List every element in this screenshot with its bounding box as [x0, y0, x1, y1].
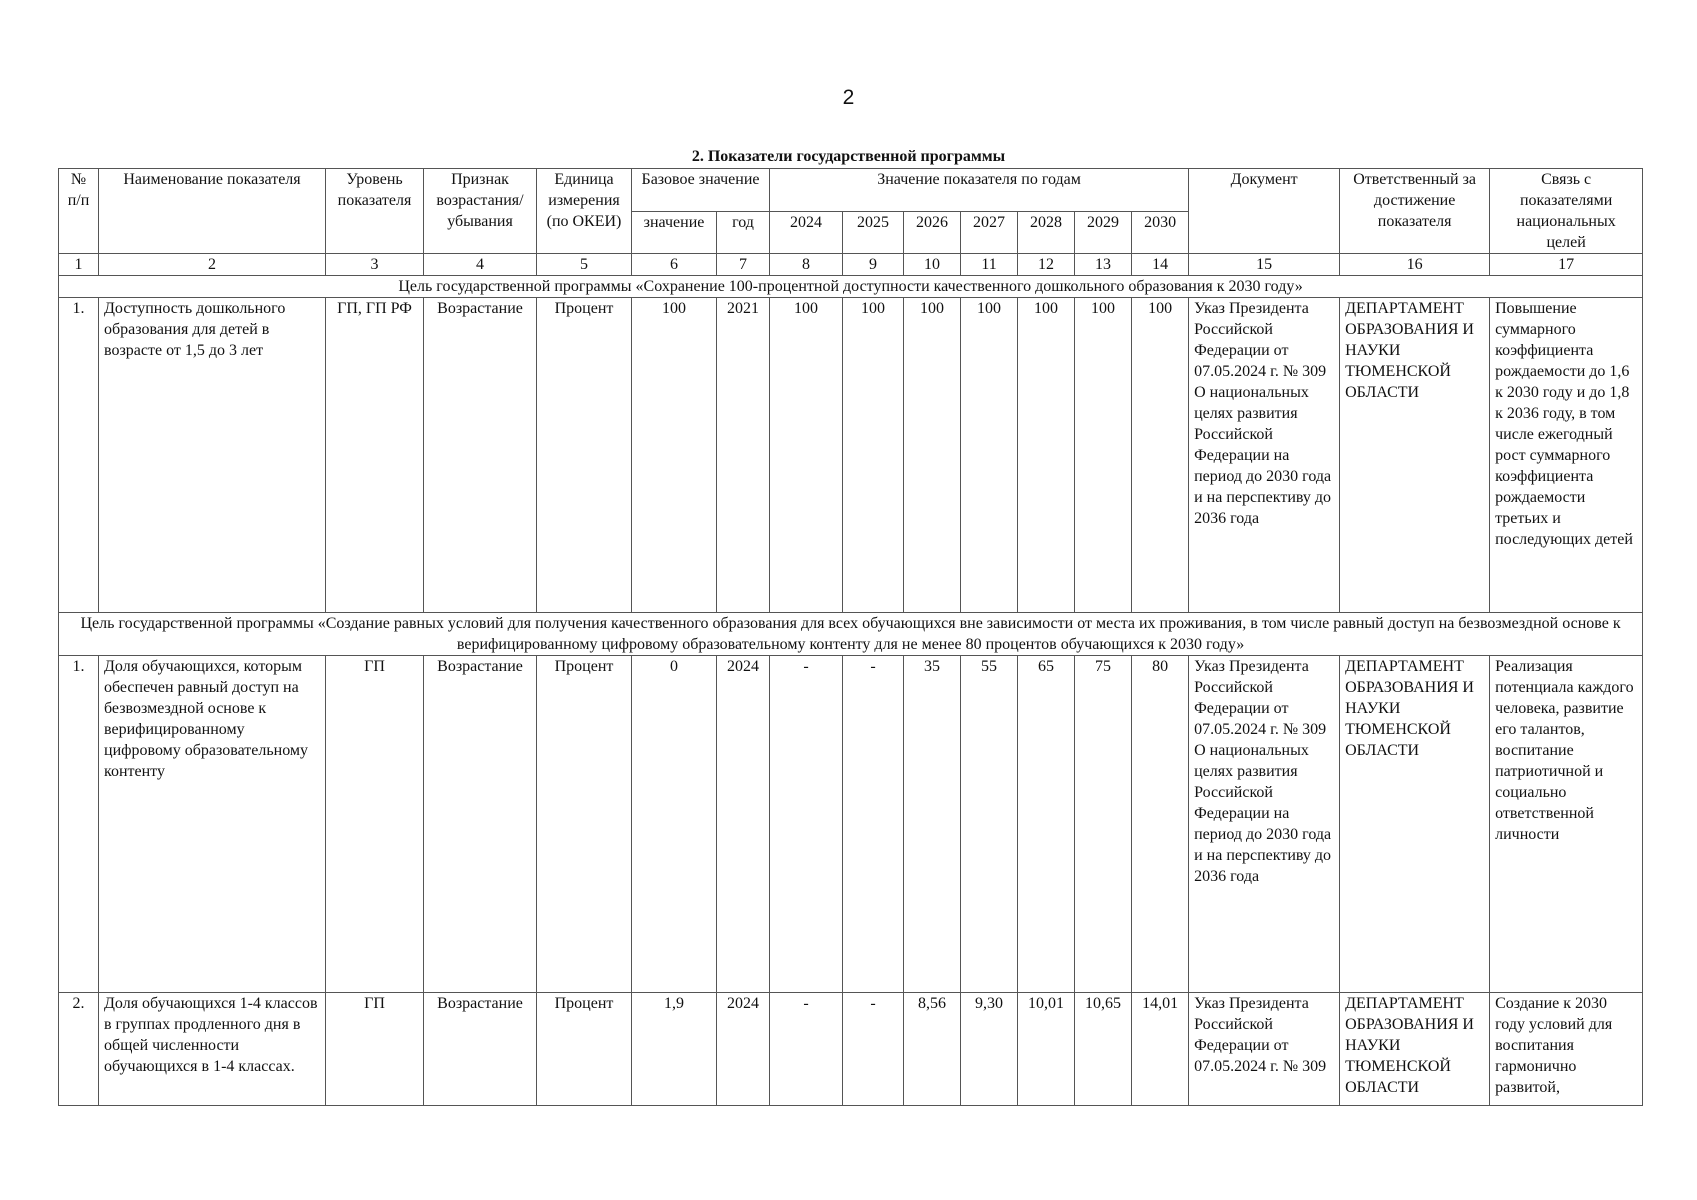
- indicator-level: ГП: [326, 656, 424, 993]
- indicator-name: Доля обучающихся, которым обеспечен равный доступ на безвозмездной основе к верифицированному цифровому образовательному контенту: [99, 656, 326, 993]
- base-value: 0: [632, 656, 717, 993]
- indicator-trend: Возрастание: [424, 298, 537, 613]
- indicator-unit: Процент: [537, 298, 632, 613]
- table-row: [59, 298, 1643, 613]
- base-year: 2021: [717, 298, 770, 613]
- header-year-2025: 2025: [843, 211, 904, 254]
- value-2028: 10,01: [1018, 993, 1075, 1106]
- indicator-name: Доля обучающихся 1-4 классов в группах продленного дня в общей численности обучающихся в 1-4 классах.: [99, 993, 326, 1106]
- column-number: 15: [1189, 254, 1340, 276]
- document: Указ Президента Российской Федерации от 07.05.2024 г. № 309 О национальных целях развития Российской Федерации на период до 2030 года и на перспективу до 2036 года: [1189, 298, 1340, 613]
- value-2025: -: [843, 656, 904, 993]
- column-number: 2: [99, 254, 326, 276]
- indicators-table: [58, 168, 1643, 1106]
- header-row: [59, 169, 1643, 212]
- goal-row: [59, 276, 1643, 298]
- goal-2-text: Цель государственной программы «Создание равных условий для получения качественного образования для всех обучающихся вне зависимости от места их проживания, в том числе равный доступ на безвозмездной основе к верифицированному цифровому образовательному контенту для не менее 80 процентов обучающихся к 2030 году»: [59, 613, 1643, 656]
- row-num: 1.: [59, 298, 99, 613]
- value-2029: 10,65: [1075, 993, 1132, 1106]
- goal-row: [59, 613, 1643, 656]
- column-number: 1: [59, 254, 99, 276]
- column-number: 10: [904, 254, 961, 276]
- header-base: Базовое значение: [632, 169, 770, 212]
- header-unit: Единица измерения (по ОКЕИ): [537, 169, 632, 254]
- column-number: 14: [1132, 254, 1189, 276]
- header-level: Уровень показателя: [326, 169, 424, 254]
- column-number: 11: [961, 254, 1018, 276]
- header-year-2028: 2028: [1018, 211, 1075, 254]
- goal-1-text: Цель государственной программы «Сохранение 100-процентной доступности качественного дошкольного образования к 2030 году»: [59, 276, 1643, 298]
- header-year-2027: 2027: [961, 211, 1018, 254]
- indicator-unit: Процент: [537, 656, 632, 993]
- header-trend: Признак возрастания/ убывания: [424, 169, 537, 254]
- header-year-2029: 2029: [1075, 211, 1132, 254]
- value-2025: 100: [843, 298, 904, 613]
- column-number: 8: [770, 254, 843, 276]
- column-number: 3: [326, 254, 424, 276]
- column-number-row: [59, 254, 1643, 276]
- value-2025: -: [843, 993, 904, 1106]
- base-year: 2024: [717, 993, 770, 1106]
- base-value: 1,9: [632, 993, 717, 1106]
- header-responsible: Ответственный за достижение показателя: [1340, 169, 1490, 254]
- header-year-2030: 2030: [1132, 211, 1189, 254]
- indicator-name: Доступность дошкольного образования для детей в возрасте от 1,5 до 3 лет: [99, 298, 326, 613]
- value-2027: 55: [961, 656, 1018, 993]
- value-2029: 100: [1075, 298, 1132, 613]
- value-2024: 100: [770, 298, 843, 613]
- base-value: 100: [632, 298, 717, 613]
- responsible: ДЕПАРТАМЕНТ ОБРАЗОВАНИЯ И НАУКИ ТЮМЕНСКОЙ ОБЛАСТИ: [1340, 298, 1490, 613]
- value-2024: -: [770, 993, 843, 1106]
- header-document: Документ: [1189, 169, 1340, 254]
- value-2026: 8,56: [904, 993, 961, 1106]
- row-num: 2.: [59, 993, 99, 1106]
- value-2029: 75: [1075, 656, 1132, 993]
- indicator-level: ГП, ГП РФ: [326, 298, 424, 613]
- table-row: [59, 656, 1643, 993]
- column-number: 13: [1075, 254, 1132, 276]
- base-year: 2024: [717, 656, 770, 993]
- header-name: Наименование показателя: [99, 169, 326, 254]
- national-goal-link: Реализация потенциала каждого человека, развитие его талантов, воспитание патриотичной и социально ответственной личности: [1490, 656, 1643, 993]
- value-2027: 9,30: [961, 993, 1018, 1106]
- header-base-value: значение: [632, 211, 717, 254]
- value-2026: 100: [904, 298, 961, 613]
- responsible: ДЕПАРТАМЕНТ ОБРАЗОВАНИЯ И НАУКИ ТЮМЕНСКОЙ ОБЛАСТИ: [1340, 656, 1490, 993]
- column-number: 7: [717, 254, 770, 276]
- header-by-years: Значение показателя по годам: [770, 169, 1189, 212]
- value-2030: 14,01: [1132, 993, 1189, 1106]
- header-base-year: год: [717, 211, 770, 254]
- document: Указ Президента Российской Федерации от 07.05.2024 г. № 309: [1189, 993, 1340, 1106]
- column-number: 16: [1340, 254, 1490, 276]
- indicator-trend: Возрастание: [424, 993, 537, 1106]
- header-link: Связь с показателями национальных целей: [1490, 169, 1643, 254]
- indicator-level: ГП: [326, 993, 424, 1106]
- header-year-2024: 2024: [770, 211, 843, 254]
- column-number: 12: [1018, 254, 1075, 276]
- national-goal-link: Создание к 2030 году условий для воспитания гармонично развитой,: [1490, 993, 1643, 1106]
- value-2030: 100: [1132, 298, 1189, 613]
- column-number: 5: [537, 254, 632, 276]
- value-2028: 65: [1018, 656, 1075, 993]
- section-title: 2. Показатели государственной программы: [691, 148, 1006, 165]
- row-num: 1.: [59, 656, 99, 993]
- responsible: ДЕПАРТАМЕНТ ОБРАЗОВАНИЯ И НАУКИ ТЮМЕНСКОЙ ОБЛАСТИ: [1340, 993, 1490, 1106]
- page-number: 2: [842, 86, 855, 109]
- national-goal-link: Повышение суммарного коэффициента рождаемости до 1,6 к 2030 году и до 1,8 к 2036 году, в том числе ежегодный рост суммарного коэффициента рождаемости третьих и последующих детей: [1490, 298, 1643, 613]
- indicator-trend: Возрастание: [424, 656, 537, 993]
- column-number: 4: [424, 254, 537, 276]
- document: Указ Президента Российской Федерации от 07.05.2024 г. № 309 О национальных целях развития Российской Федерации на период до 2030 года и на перспективу до 2036 года: [1189, 656, 1340, 993]
- value-2026: 35: [904, 656, 961, 993]
- value-2027: 100: [961, 298, 1018, 613]
- column-number: 17: [1490, 254, 1643, 276]
- table-row: [59, 993, 1643, 1106]
- header-year-2026: 2026: [904, 211, 961, 254]
- indicator-unit: Процент: [537, 993, 632, 1106]
- column-number: 6: [632, 254, 717, 276]
- column-number: 9: [843, 254, 904, 276]
- value-2024: -: [770, 656, 843, 993]
- value-2028: 100: [1018, 298, 1075, 613]
- header-num: № п/п: [59, 169, 99, 254]
- value-2030: 80: [1132, 656, 1189, 993]
